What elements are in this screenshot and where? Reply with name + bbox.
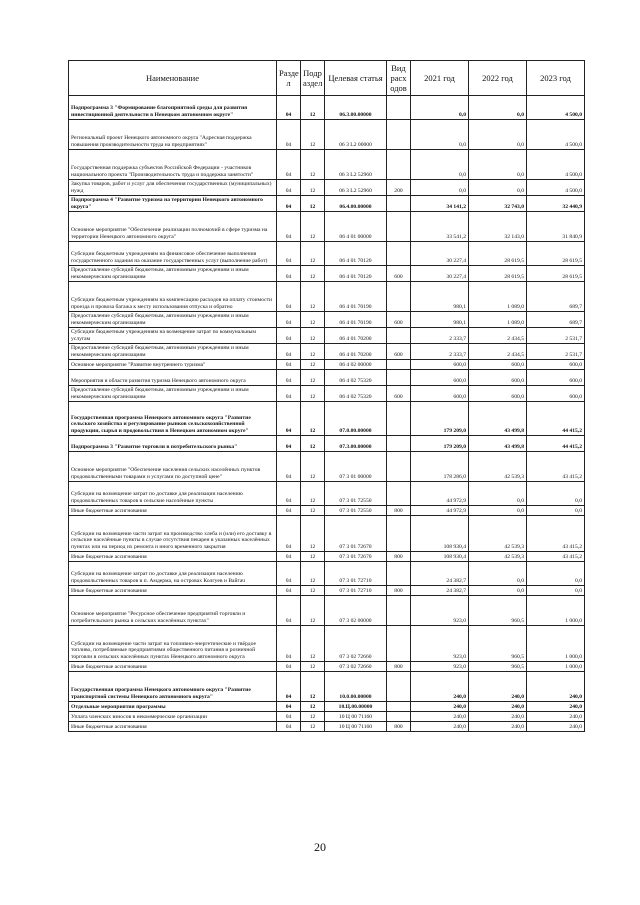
table-row: [69, 312, 585, 328]
row-2021-cell: 30 227,4: [411, 242, 469, 266]
row-expense-type-cell: 600: [387, 266, 411, 282]
row-subsection-cell: 12: [301, 722, 325, 732]
row-section-cell: 04: [277, 386, 301, 402]
row-name-cell: Основное мероприятие "Развитие внутреннего туризма": [69, 360, 277, 370]
row-2023-cell: 43 415,2: [527, 516, 585, 552]
row-2021-cell: 980,1: [411, 312, 469, 328]
row-section-cell: 04: [277, 370, 301, 386]
row-expense-type-cell: [387, 436, 411, 452]
row-subsection-cell: 12: [301, 150, 325, 180]
table-row: [69, 96, 585, 120]
row-expense-type-cell: [387, 242, 411, 266]
row-target-cell: 07 3 02 72660: [325, 662, 387, 672]
table-row: [69, 482, 585, 506]
row-expense-type-cell: [387, 482, 411, 506]
row-subsection-cell: 12: [301, 120, 325, 150]
page-number: 20: [314, 840, 326, 854]
row-2023-cell: 600,0: [527, 360, 585, 370]
row-target-cell: 06 4 01 70120: [325, 266, 387, 282]
row-expense-type-cell: [387, 562, 411, 586]
row-name-cell: Государственная программа Ненецкого автономного округа "Развитие транспортной системы Ненецкого автономного округа": [69, 672, 277, 702]
row-2023-cell: 28 619,5: [527, 242, 585, 266]
table-row: [69, 452, 585, 482]
row-target-cell: 10 Ц 00 71160: [325, 712, 387, 722]
row-2022-cell: 43 499,8: [469, 436, 527, 452]
row-section-cell: 04: [277, 452, 301, 482]
row-2023-cell: 240,0: [527, 702, 585, 712]
table-row: [69, 344, 585, 360]
row-expense-type-cell: 200: [387, 180, 411, 196]
row-section-cell: 04: [277, 266, 301, 282]
row-name-cell: Субсидии бюджетным учреждениям на финансовое обеспечение выполнения государственного задания на оказание государственных услуг (выполнение работ): [69, 242, 277, 266]
row-2022-cell: 42 539,3: [469, 516, 527, 552]
row-target-cell: 10.Ц.00.00000: [325, 702, 387, 712]
row-section-cell: 04: [277, 516, 301, 552]
row-expense-type-cell: 600: [387, 312, 411, 328]
row-2023-cell: 1 000,0: [527, 596, 585, 626]
column-header-section: Разде л: [277, 61, 301, 96]
row-target-cell: 10 Ц 00 71160: [325, 722, 387, 732]
row-2021-cell: 2 333,7: [411, 328, 469, 344]
row-target-cell: 06 4 02 00000: [325, 360, 387, 370]
row-2021-cell: 108 930,4: [411, 552, 469, 562]
row-2021-cell: 600,0: [411, 386, 469, 402]
row-target-cell: 07 3 01 72710: [325, 586, 387, 596]
row-2022-cell: 2 434,5: [469, 344, 527, 360]
row-expense-type-cell: [387, 626, 411, 662]
row-2023-cell: 2 531,7: [527, 344, 585, 360]
table-row: [69, 150, 585, 180]
row-name-cell: Предоставление субсидий бюджетным, автономным учреждениям и иным некоммерческим организациям: [69, 344, 277, 360]
table-row: [69, 702, 585, 712]
row-2022-cell: 0,0: [469, 180, 527, 196]
row-section-cell: 04: [277, 282, 301, 312]
row-2022-cell: 32 743,0: [469, 196, 527, 212]
row-2023-cell: 240,0: [527, 712, 585, 722]
row-2022-cell: 0,0: [469, 562, 527, 586]
table-row: [69, 596, 585, 626]
row-name-cell: Основное мероприятие "Обеспечение реализации полномочий в сфере туризма на территории Ненецкого автономного округа": [69, 212, 277, 242]
row-2023-cell: 4 500,0: [527, 180, 585, 196]
row-2021-cell: 600,0: [411, 360, 469, 370]
row-target-cell: 06.3.00.00000: [325, 96, 387, 120]
row-2023-cell: 1 000,0: [527, 662, 585, 672]
table-row: [69, 212, 585, 242]
row-2022-cell: 600,0: [469, 370, 527, 386]
table-row: [69, 552, 585, 562]
row-subsection-cell: 12: [301, 312, 325, 328]
row-subsection-cell: 12: [301, 360, 325, 370]
row-target-cell: 06 3 L2 52960: [325, 180, 387, 196]
column-header-subsection: Подр аздел: [301, 61, 325, 96]
row-target-cell: 07 3 01 72550: [325, 506, 387, 516]
row-2021-cell: 0,0: [411, 150, 469, 180]
row-expense-type-cell: 800: [387, 586, 411, 596]
row-section-cell: 04: [277, 596, 301, 626]
row-section-cell: 04: [277, 312, 301, 328]
table-row: [69, 180, 585, 196]
row-name-cell: Иные бюджетные ассигнования: [69, 506, 277, 516]
row-name-cell: Иные бюджетные ассигнования: [69, 552, 277, 562]
row-2022-cell: 0,0: [469, 150, 527, 180]
row-2021-cell: 0,0: [411, 120, 469, 150]
table-row: [69, 436, 585, 452]
row-target-cell: 10.0.00.00000: [325, 672, 387, 702]
row-subsection-cell: 12: [301, 436, 325, 452]
row-name-cell: Иные бюджетные ассигнования: [69, 586, 277, 596]
row-2023-cell: 43 415,2: [527, 452, 585, 482]
column-header-2021: 2021 год: [411, 61, 469, 96]
table-row: [69, 282, 585, 312]
row-2022-cell: 0,0: [469, 120, 527, 150]
row-target-cell: 06.4.00.00000: [325, 196, 387, 212]
row-2022-cell: 1 089,0: [469, 282, 527, 312]
row-2021-cell: 44 972,9: [411, 506, 469, 516]
row-expense-type-cell: 800: [387, 552, 411, 562]
row-2021-cell: 44 972,9: [411, 482, 469, 506]
row-target-cell: 06 4 02 75320: [325, 370, 387, 386]
row-2022-cell: 43 499,8: [469, 402, 527, 436]
row-expense-type-cell: 800: [387, 506, 411, 516]
row-2023-cell: 28 619,5: [527, 266, 585, 282]
row-expense-type-cell: 800: [387, 662, 411, 672]
row-2021-cell: 108 930,4: [411, 516, 469, 552]
row-target-cell: 07 3 01 72670: [325, 516, 387, 552]
row-section-cell: 04: [277, 212, 301, 242]
budget-table-sheet: [68, 60, 584, 732]
row-name-cell: Региональный проект Ненецкого автономного округа "Адресная поддержка повышения производительности труда на предприятиях": [69, 120, 277, 150]
row-target-cell: 06 4 01 00000: [325, 212, 387, 242]
row-target-cell: 06 4 01 70200: [325, 328, 387, 344]
row-2023-cell: 31 840,9: [527, 212, 585, 242]
row-2022-cell: 240,0: [469, 712, 527, 722]
row-target-cell: 06 4 01 70190: [325, 312, 387, 328]
row-2022-cell: 0,0: [469, 96, 527, 120]
row-target-cell: 07 3 02 00000: [325, 596, 387, 626]
row-2021-cell: 0,0: [411, 96, 469, 120]
row-name-cell: Основное мероприятие "Обеспечение населения сельских населённых пунктов продовольственными товарами и услугами по доступной цене": [69, 452, 277, 482]
row-name-cell: Субсидии бюджетным учреждениям на компенсацию расходов на оплату стоимости проезда и провоза багажа к месту использования отпуска и обратно: [69, 282, 277, 312]
row-subsection-cell: 12: [301, 266, 325, 282]
row-2021-cell: 33 541,2: [411, 212, 469, 242]
row-name-cell: Субсидии на возмещение части затрат на производство хлеба и (или) его доставку в сельские населённые пункты в случае отсутствия пекарен в указанных населённых пунктах или на период их ремонта и иного временного закрытия: [69, 516, 277, 552]
row-name-cell: Основное мероприятие "Ресурсное обеспечение предприятий торговли и потребительского рынка в сельских населённых пунктах": [69, 596, 277, 626]
row-section-cell: 04: [277, 96, 301, 120]
row-2023-cell: 0,0: [527, 506, 585, 516]
row-2022-cell: 240,0: [469, 672, 527, 702]
row-section-cell: 04: [277, 662, 301, 672]
row-subsection-cell: 12: [301, 672, 325, 702]
row-target-cell: 06 4 01 70200: [325, 344, 387, 360]
row-subsection-cell: 12: [301, 328, 325, 344]
row-subsection-cell: 12: [301, 562, 325, 586]
row-2023-cell: 240,0: [527, 672, 585, 702]
row-2021-cell: 34 141,2: [411, 196, 469, 212]
table-row: [69, 506, 585, 516]
row-2021-cell: 24 382,7: [411, 562, 469, 586]
row-2022-cell: 42 539,3: [469, 552, 527, 562]
row-expense-type-cell: [387, 360, 411, 370]
row-2021-cell: 923,0: [411, 626, 469, 662]
table-row: [69, 712, 585, 722]
row-name-cell: Уплата членских взносов в некоммерческие организации: [69, 712, 277, 722]
row-expense-type-cell: [387, 596, 411, 626]
row-subsection-cell: 12: [301, 196, 325, 212]
table-row: [69, 196, 585, 212]
row-2023-cell: 43 415,2: [527, 552, 585, 562]
row-2023-cell: 44 415,2: [527, 436, 585, 452]
row-name-cell: Подпрограмма 4 "Развитие туризма на территории Ненецкого автономного округа": [69, 196, 277, 212]
column-header-name: Наименование: [69, 61, 277, 96]
row-name-cell: Предоставление субсидий бюджетным, автономным учреждениям и иным некоммерческим организациям: [69, 312, 277, 328]
row-section-cell: 04: [277, 672, 301, 702]
row-section-cell: 04: [277, 328, 301, 344]
row-2021-cell: 923,0: [411, 596, 469, 626]
table-row: [69, 626, 585, 662]
row-2022-cell: 42 539,3: [469, 452, 527, 482]
row-2023-cell: 0,0: [527, 482, 585, 506]
row-name-cell: Закупка товаров, работ и услуг для обеспечения государственных (муниципальных) нужд: [69, 180, 277, 196]
row-name-cell: Подпрограмма 3 "Формирование благоприятной среды для развития инвестиционной деятельности в Ненецком автономном округе": [69, 96, 277, 120]
table-row: [69, 370, 585, 386]
row-target-cell: 06 3 L2 00000: [325, 120, 387, 150]
row-target-cell: 07.0.00.00000: [325, 402, 387, 436]
row-expense-type-cell: [387, 672, 411, 702]
table-row: [69, 662, 585, 672]
row-subsection-cell: 12: [301, 402, 325, 436]
row-section-cell: 04: [277, 242, 301, 266]
row-section-cell: 04: [277, 702, 301, 712]
row-2022-cell: 960,5: [469, 596, 527, 626]
row-section-cell: 04: [277, 552, 301, 562]
row-expense-type-cell: [387, 370, 411, 386]
row-section-cell: 04: [277, 436, 301, 452]
column-header-target: Целевая статья: [325, 61, 387, 96]
row-subsection-cell: 12: [301, 586, 325, 596]
table-row: [69, 242, 585, 266]
row-expense-type-cell: 600: [387, 386, 411, 402]
row-2022-cell: 960,5: [469, 626, 527, 662]
row-target-cell: 06 4 01 70120: [325, 242, 387, 266]
row-expense-type-cell: [387, 328, 411, 344]
row-subsection-cell: 12: [301, 282, 325, 312]
row-section-cell: 04: [277, 402, 301, 436]
row-subsection-cell: 12: [301, 506, 325, 516]
row-2023-cell: 0,0: [527, 562, 585, 586]
row-name-cell: Иные бюджетные ассигнования: [69, 662, 277, 672]
row-2021-cell: 240,0: [411, 712, 469, 722]
row-2022-cell: 1 089,0: [469, 312, 527, 328]
row-subsection-cell: 12: [301, 662, 325, 672]
row-target-cell: 07 3 01 72670: [325, 552, 387, 562]
row-expense-type-cell: 600: [387, 344, 411, 360]
row-target-cell: 07 3 01 72550: [325, 482, 387, 506]
table-row: [69, 328, 585, 344]
table-row: [69, 672, 585, 702]
table-row: [69, 516, 585, 552]
row-2023-cell: 1 000,0: [527, 626, 585, 662]
row-2023-cell: 4 500,0: [527, 120, 585, 150]
row-expense-type-cell: [387, 120, 411, 150]
row-section-cell: 04: [277, 586, 301, 596]
row-2022-cell: 0,0: [469, 586, 527, 596]
row-2021-cell: 240,0: [411, 702, 469, 712]
row-section-cell: 04: [277, 150, 301, 180]
row-expense-type-cell: [387, 150, 411, 180]
table-row: [69, 402, 585, 436]
row-subsection-cell: 12: [301, 596, 325, 626]
row-target-cell: 07 3 01 72710: [325, 562, 387, 586]
row-name-cell: Иные бюджетные ассигнования: [69, 722, 277, 732]
row-name-cell: Мероприятия в области развития туризма Ненецкого автономного округа: [69, 370, 277, 386]
row-subsection-cell: 12: [301, 212, 325, 242]
row-section-cell: 04: [277, 120, 301, 150]
row-name-cell: Подпрограмма 3 "Развитие торговли в потребительского рынка": [69, 436, 277, 452]
row-2023-cell: 0,0: [527, 586, 585, 596]
row-2023-cell: 689,7: [527, 312, 585, 328]
table-row: [69, 722, 585, 732]
row-2022-cell: 32 143,0: [469, 212, 527, 242]
row-name-cell: Субсидии на возмещение затрат по доставке для реализации населению продовольственных товаров в сельские населённые пункты: [69, 482, 277, 506]
row-subsection-cell: 12: [301, 482, 325, 506]
row-2022-cell: 28 619,5: [469, 266, 527, 282]
row-2022-cell: 28 619,5: [469, 242, 527, 266]
row-2023-cell: 32 440,9: [527, 196, 585, 212]
table-row: [69, 266, 585, 282]
row-target-cell: 06 4 01 70190: [325, 282, 387, 312]
row-name-cell: Субсидии на возмещение части затрат на топливно-энергетические и твёрдое топливо, потребляемые предприятиями общественного питания и розничной торговли в сельских населённых пунктах Ненецкого автономного округа: [69, 626, 277, 662]
table-row: [69, 586, 585, 596]
table-row: [69, 562, 585, 586]
row-target-cell: 07 3 02 72660: [325, 626, 387, 662]
row-expense-type-cell: [387, 702, 411, 712]
row-subsection-cell: 12: [301, 370, 325, 386]
row-expense-type-cell: [387, 282, 411, 312]
row-2023-cell: 2 531,7: [527, 328, 585, 344]
row-expense-type-cell: [387, 712, 411, 722]
row-target-cell: 06 4 02 75320: [325, 386, 387, 402]
row-2021-cell: 923,0: [411, 662, 469, 672]
budget-table: [68, 60, 585, 732]
row-expense-type-cell: [387, 452, 411, 482]
table-body: [69, 96, 585, 732]
row-2021-cell: 179 209,0: [411, 436, 469, 452]
row-2021-cell: 600,0: [411, 370, 469, 386]
column-header-2022: 2022 год: [469, 61, 527, 96]
row-2021-cell: 980,1: [411, 282, 469, 312]
row-2021-cell: 179 209,0: [411, 402, 469, 436]
row-name-cell: Предоставление субсидий бюджетным, автономным учреждениям и иным некоммерческим организациям: [69, 386, 277, 402]
row-2022-cell: 240,0: [469, 702, 527, 712]
row-2021-cell: 0,0: [411, 180, 469, 196]
row-section-cell: 04: [277, 180, 301, 196]
row-name-cell: Субсидии бюджетным учреждениям на возмещение затрат по коммунальным услугам: [69, 328, 277, 344]
row-2023-cell: 44 415,2: [527, 402, 585, 436]
row-subsection-cell: 12: [301, 96, 325, 120]
row-subsection-cell: 12: [301, 702, 325, 712]
row-subsection-cell: 12: [301, 242, 325, 266]
row-2023-cell: 600,0: [527, 370, 585, 386]
row-section-cell: 04: [277, 482, 301, 506]
row-2021-cell: 240,0: [411, 722, 469, 732]
row-subsection-cell: 12: [301, 626, 325, 662]
row-subsection-cell: 12: [301, 180, 325, 196]
row-2022-cell: 0,0: [469, 482, 527, 506]
row-subsection-cell: 12: [301, 386, 325, 402]
row-2021-cell: 240,0: [411, 672, 469, 702]
row-2022-cell: 0,0: [469, 506, 527, 516]
row-2023-cell: 4 500,0: [527, 96, 585, 120]
column-header-expense-type: Вид расх одов: [387, 61, 411, 96]
row-name-cell: Субсидии на возмещение затрат по доставке для реализации населению продовольственных товаров в п. Амдерма, на островах Колгуев и Вайгач: [69, 562, 277, 586]
row-target-cell: 07.3.00.00000: [325, 436, 387, 452]
row-expense-type-cell: [387, 212, 411, 242]
row-2022-cell: 600,0: [469, 360, 527, 370]
row-expense-type-cell: [387, 196, 411, 212]
row-name-cell: Государственная поддержка субъектов Российской Федерации - участников национального проекта "Производительность труда и поддержка занятости": [69, 150, 277, 180]
table-row: [69, 360, 585, 370]
table-row: [69, 120, 585, 150]
row-section-cell: 04: [277, 344, 301, 360]
row-expense-type-cell: 800: [387, 722, 411, 732]
row-section-cell: 04: [277, 722, 301, 732]
row-2023-cell: 4 500,0: [527, 150, 585, 180]
row-name-cell: Отдельные мероприятия программы: [69, 702, 277, 712]
row-2022-cell: 240,0: [469, 722, 527, 732]
row-2023-cell: 240,0: [527, 722, 585, 732]
row-2023-cell: 600,0: [527, 386, 585, 402]
table-row: [69, 386, 585, 402]
row-target-cell: 06 3 L2 52960: [325, 150, 387, 180]
row-expense-type-cell: [387, 96, 411, 120]
table-header-row: [69, 61, 585, 96]
row-2021-cell: 30 227,4: [411, 266, 469, 282]
row-2022-cell: 2 434,5: [469, 328, 527, 344]
row-name-cell: Государственная программа Ненецкого автономного округа "Развитие сельского хозяйства и регулирование рынков сельскохозяйственной продукции, сырья и продовольствия в Ненецком автономном округе": [69, 402, 277, 436]
row-section-cell: 04: [277, 506, 301, 516]
column-header-2023: 2023 год: [527, 61, 585, 96]
row-2023-cell: 689,7: [527, 282, 585, 312]
row-section-cell: 04: [277, 626, 301, 662]
row-subsection-cell: 12: [301, 452, 325, 482]
row-2022-cell: 600,0: [469, 386, 527, 402]
row-subsection-cell: 12: [301, 516, 325, 552]
row-section-cell: 04: [277, 562, 301, 586]
row-subsection-cell: 12: [301, 344, 325, 360]
row-subsection-cell: 12: [301, 712, 325, 722]
row-expense-type-cell: [387, 516, 411, 552]
row-name-cell: Предоставление субсидий бюджетным, автономным учреждениям и иным некоммерческим организациям: [69, 266, 277, 282]
row-target-cell: 07 3 01 00000: [325, 452, 387, 482]
row-subsection-cell: 12: [301, 552, 325, 562]
row-2021-cell: 2 333,7: [411, 344, 469, 360]
row-section-cell: 04: [277, 360, 301, 370]
row-section-cell: 04: [277, 196, 301, 212]
row-section-cell: 04: [277, 712, 301, 722]
row-2021-cell: 24 382,7: [411, 586, 469, 596]
row-expense-type-cell: [387, 402, 411, 436]
row-2021-cell: 178 286,0: [411, 452, 469, 482]
row-2022-cell: 960,5: [469, 662, 527, 672]
